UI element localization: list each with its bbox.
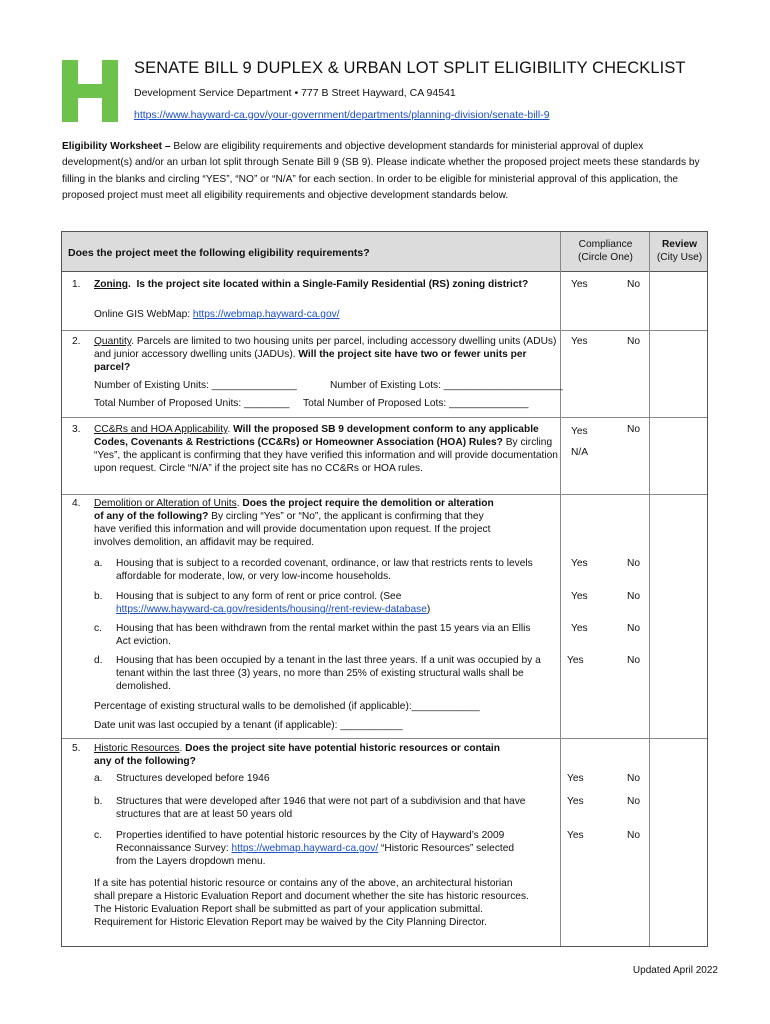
page-title: SENATE BILL 9 DUPLEX & URBAN LOT SPLIT ELIGIBILITY CHECKLIST <box>134 59 686 77</box>
yes-option[interactable]: Yes <box>571 623 588 634</box>
sb9-link[interactable]: https://www.hayward-ca.gov/your-government/departments/planning-division/senate-bill-9 <box>134 108 550 121</box>
hayward-logo <box>62 60 118 122</box>
row-divider <box>62 417 707 418</box>
na-option[interactable]: N/A <box>571 447 588 458</box>
existing-lots-field[interactable]: Number of Existing Lots: _____________________ <box>330 380 563 391</box>
yes-option[interactable]: Yes <box>567 773 584 784</box>
no-option[interactable]: No <box>627 796 641 807</box>
yes-option[interactable]: Yes <box>571 426 588 437</box>
yes-option[interactable]: Yes <box>571 591 588 602</box>
webmap-link[interactable]: https://webmap.hayward-ca.gov/ <box>231 843 379 855</box>
department-address: Development Service Department • 777 B Street Hayward, CA 94541 <box>134 87 456 100</box>
row-divider <box>62 494 707 495</box>
historic-note: If a site has potential historic resource or contains any of the above, an architectural historian shall prepare a Historic Evaluation Report and document whether the site has historic resources. The Historic Evaluation Report shall be submitted as part of your application submittal. Requirement for Historic Elevation Report may be waived by the City Planning Director. <box>94 878 529 929</box>
row-divider <box>62 330 707 331</box>
eligibility-table: Does the project meet the following eligibility requirements? Compliance (Circle One) Review (City Use) 1. Zoning. Is the project site located within a Single-Family Residential (RS) zoning district? Online GIS WebMap: https://webmap.hayward-ca.gov/ Yes No 2. Quantity. Parcels are limited to two housing units per parcel, including accessory dwelling units (ADUs) and junior accessory dwelling units (JADUs). Will the project site have two or fewer units per parcel? Number of Existing Units: _______________ Number of Existing Lots: _____________________ Total Number of Proposed Units: ________ Total Number of Proposed Lots: ______________ Yes No 3. CC&Rs and HOA Applicability. Will the proposed SB 9 development conform to any applicable Codes, Covenants & Restrictions (CC&Rs) or Homeowner Association (HOA) Rules? By circling “Yes”, the applicant is confirming that they have verified this information and will provide documentation upon request. Circle “N/A” if the project site has no CC&Rs or HOA rules. Yes No N/A 4. Demolition or Alteration of Units. Does the project require the demolition or alteration of any of the following? By circling “Yes” or “No”, the applicant is confirming that they have verified this information and will provide documentation upon request. If the project involves demolition, an affidavit may be required. a. Housing that is subject to a recorded covenant, ordinance, or law that restricts rents to levels affordable for moderate, low, or very low-income households. Yes No b. Housing that is subject to any form of rent or price control. (See https://www.hayward-ca.gov/residents/housing//rent-review-database) Yes No c. Housing that has been withdrawn from the rental market within the past 15 years via an Ellis Act eviction. Yes No d. Housing that has been occupied by a tenant in the last three years. If a unit was occupied by a tenant within the last three (3) years, no more than 25% of existing structural walls shall be demolished. Yes No Percentage of existing structural walls to be demolished (if applicable):____________ Date unit was last occupied by a tenant (if applicable): ___________ 5. Historic Resources. Does the project site have potential historic resources or contain any of the following? a. Structures developed before 1946 Yes No b. Structures that were developed after 1946 that were not part of a subdivision and that have structures that are at least 50 years old Yes No c. Properties identified to have potential historic resources by the City of Hayward’s 2009 Reconnaissance Survey: https://webmap.hayward-ca.gov/ “Historic Resources” selected from the Layers dropdown menu. Yes No If a site has potential historic resource or contains any of the above, an architectural historian shall prepare a Historic Evaluation Report and document whether the site has historic resources. The Historic Evaluation Report shall be submitted as part of your application submittal. Requirement for Historic Elevation Report may be waived by the City Planning Director. <box>61 231 708 947</box>
no-option[interactable]: No <box>627 830 641 841</box>
webmap-link[interactable]: https://webmap.hayward-ca.gov/ <box>192 309 340 320</box>
intro-lead: Eligibility Worksheet – <box>62 141 171 152</box>
yes-option[interactable]: Yes <box>567 796 584 807</box>
walls-demolished-field[interactable]: Percentage of existing structural walls to be demolished (if applicable):____________ <box>94 701 480 712</box>
last-occupied-date-field[interactable]: Date unit was last occupied by a tenant (if applicable): ___________ <box>94 720 403 731</box>
yes-option[interactable]: Yes <box>571 279 588 290</box>
no-option[interactable]: No <box>627 336 641 347</box>
document-header <box>134 58 734 122</box>
no-option[interactable]: No <box>627 655 641 666</box>
yes-option[interactable]: Yes <box>571 336 588 347</box>
no-option[interactable]: No <box>627 558 641 569</box>
intro-paragraph <box>62 139 712 204</box>
no-option[interactable]: No <box>627 773 641 784</box>
yes-option[interactable]: Yes <box>567 655 584 666</box>
no-option[interactable]: No <box>627 591 641 602</box>
no-option[interactable]: No <box>627 623 641 634</box>
compliance-header: Compliance (Circle One) <box>578 239 633 264</box>
no-option[interactable]: No <box>627 279 641 290</box>
yes-option[interactable]: Yes <box>567 830 584 841</box>
yes-option[interactable]: Yes <box>571 558 588 569</box>
table-header <box>62 232 707 272</box>
proposed-lots-field[interactable]: Total Number of Proposed Lots: ______________ <box>303 398 529 409</box>
row-divider <box>62 738 707 739</box>
review-header: Review (City Use) <box>656 239 703 264</box>
question-header: Does the project meet the following eligibility requirements? <box>68 247 370 259</box>
updated-date: Updated April 2022 <box>632 965 718 976</box>
proposed-units-field[interactable]: Total Number of Proposed Units: ________ <box>94 398 290 409</box>
no-option[interactable]: No <box>627 424 641 435</box>
column-divider <box>649 232 650 946</box>
intro-text: Below are eligibility requirements and objective development standards for ministerial approval of duplex development(s) and/or an urban lot split through Senate Bill 9 (SB 9). Please indicate whether the proposed project meets these standards by filling in the blanks and circling “YES”, “NO” or “N/A” for each section. In order to be eligible for ministerial approval of this application, the proposed project must meet all eligibility requirements and objective development standards below. <box>62 141 700 201</box>
column-divider <box>560 232 561 946</box>
existing-units-field[interactable]: Number of Existing Units: _______________ <box>94 380 297 391</box>
rent-review-link[interactable]: https://www.hayward-ca.gov/residents/housing//rent-review-database <box>116 604 427 616</box>
